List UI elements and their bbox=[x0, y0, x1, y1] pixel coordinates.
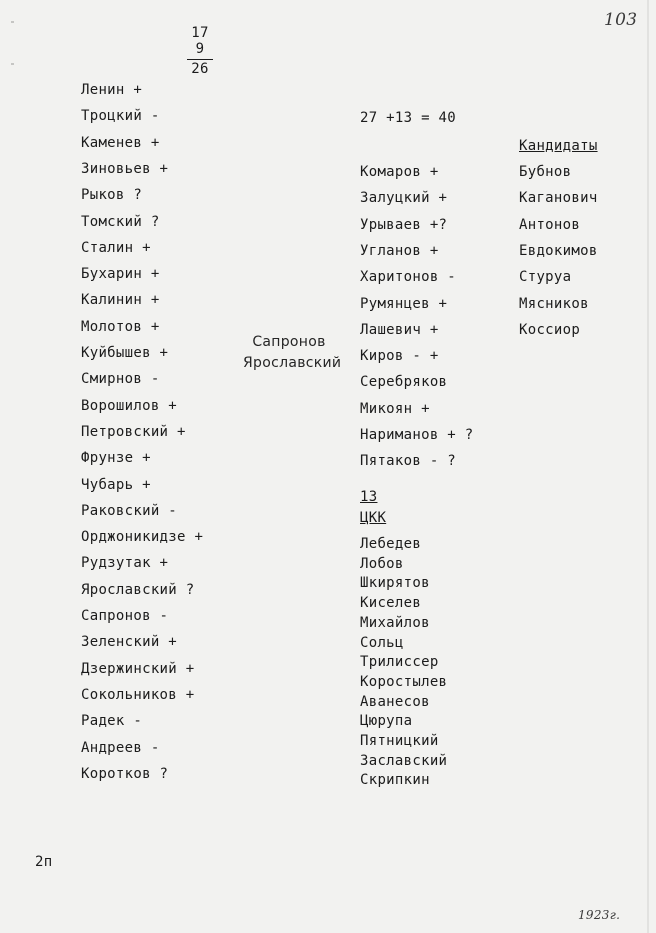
name-entry: Орджоникидзе + bbox=[81, 529, 204, 546]
center-name: Ярославский bbox=[243, 355, 342, 371]
name-entry: Лашевич + bbox=[360, 321, 439, 338]
candidate-name-entry: Антонов bbox=[519, 216, 581, 233]
name-entry: Румянцев + bbox=[360, 295, 448, 312]
name-entry: Калинин + bbox=[81, 292, 160, 309]
name-entry: Томский ? bbox=[81, 213, 160, 230]
name-entry: Серебряков bbox=[360, 374, 448, 391]
name-entry: Дзержинский + bbox=[81, 660, 195, 677]
center-name: Сапронов bbox=[252, 334, 326, 350]
name-entry: Радек - bbox=[81, 713, 143, 730]
ckk-name-entry: Цюрупа bbox=[360, 713, 413, 730]
name-entry: Ярославский ? bbox=[81, 581, 195, 598]
ckk-name-entry: Шкирятов bbox=[360, 575, 430, 592]
center-names-block bbox=[243, 332, 342, 374]
handwritten-year: 1923г. bbox=[578, 908, 621, 922]
ckk-name-entry: Пятницкий bbox=[360, 733, 439, 749]
ckk-name-entry: Заславский bbox=[360, 752, 448, 769]
name-entry: Троцкий - bbox=[81, 108, 160, 125]
ckk-name-entry: Трилиссер bbox=[360, 654, 439, 671]
name-entry: Угланов + bbox=[360, 242, 439, 259]
candidate-name-entry: Евдокимов bbox=[519, 242, 598, 259]
name-entry: Рудзутак + bbox=[81, 555, 169, 572]
ckk-name-entry: Скрипкин bbox=[360, 772, 430, 789]
candidate-name-entry: Стуруа bbox=[519, 269, 572, 286]
ckk-name-entry: Сольц bbox=[360, 634, 404, 651]
name-entry: Андреев - bbox=[81, 739, 160, 756]
candidate-name-entry: Мясников bbox=[519, 295, 589, 312]
name-entry: Нариманов + ? bbox=[360, 427, 474, 443]
ckk-name-entry: Коростылев bbox=[360, 673, 448, 690]
name-entry: Ворошилов + bbox=[81, 397, 178, 414]
name-entry: Чубарь + bbox=[81, 476, 151, 493]
name-entry: Зеленский + bbox=[81, 634, 178, 651]
name-entry: Киров - + bbox=[360, 348, 439, 365]
name-entry: Сокольников + bbox=[81, 686, 195, 703]
vote-fraction bbox=[187, 25, 213, 77]
ckk-header: ЦКК bbox=[360, 510, 387, 526]
name-entry: Пятаков - ? bbox=[360, 453, 457, 470]
ckk-count: 13 bbox=[360, 489, 378, 505]
name-entry: Раковский - bbox=[81, 502, 178, 519]
name-entry: Ленин + bbox=[81, 82, 143, 98]
ckk-name-entry: Михайлов bbox=[360, 614, 430, 631]
name-entry: Куйбышев + bbox=[81, 345, 169, 361]
name-entry: Рыков ? bbox=[81, 187, 143, 204]
candidate-name-entry: Бубнов bbox=[519, 164, 572, 180]
candidates-header: Кандидаты bbox=[519, 138, 598, 154]
ckk-name-entry: Лобов bbox=[360, 555, 404, 572]
name-entry: Фрунзе + bbox=[81, 450, 151, 467]
name-entry: Микоян + bbox=[360, 400, 430, 417]
page-label: 2п bbox=[35, 854, 53, 870]
name-entry: Молотов + bbox=[81, 318, 160, 335]
name-entry: Залуцкий + bbox=[360, 190, 448, 207]
archive-page-number: 103 bbox=[604, 10, 638, 30]
name-entry: Каменев + bbox=[81, 134, 160, 151]
name-entry: Коротков ? bbox=[81, 765, 169, 782]
name-entry: Бухарин + bbox=[81, 266, 160, 283]
fraction-numerator-2: 9 bbox=[195, 41, 205, 57]
candidate-name-entry: Коссиор bbox=[519, 321, 581, 338]
name-entry: Харитонов - bbox=[360, 269, 457, 286]
fraction-numerator-1: 17 bbox=[191, 25, 209, 41]
name-entry: Сапронов - bbox=[81, 608, 169, 624]
fraction-sum: 26 bbox=[187, 59, 213, 77]
count-line: 27 +13 = 40 bbox=[360, 110, 457, 126]
ckk-name-entry: Аванесов bbox=[360, 693, 430, 710]
name-entry: Смирнов - bbox=[81, 371, 160, 388]
ckk-name-entry: Лебедев bbox=[360, 536, 422, 552]
name-entry: Сталин + bbox=[81, 239, 151, 256]
name-entry: Урываев +? bbox=[360, 216, 448, 233]
candidate-name-entry: Каганович bbox=[519, 190, 598, 207]
name-entry: Комаров + bbox=[360, 164, 439, 180]
name-entry: Зиновьев + bbox=[81, 160, 169, 177]
name-entry: Петровский + bbox=[81, 423, 186, 440]
ckk-name-entry: Киселев bbox=[360, 595, 422, 612]
